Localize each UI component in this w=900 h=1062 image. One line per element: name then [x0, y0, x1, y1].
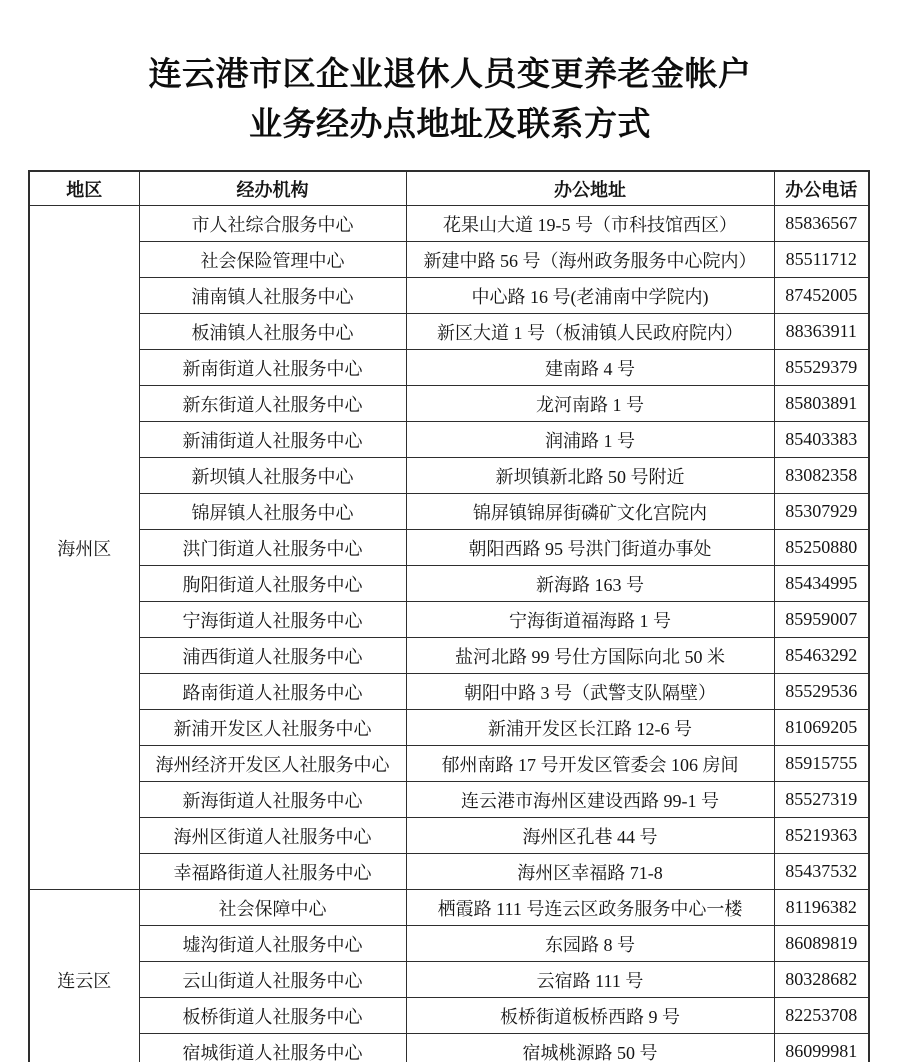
- table-row: [29, 566, 869, 602]
- address-cell: 东园路 8 号: [406, 926, 774, 962]
- table-row: [29, 314, 869, 350]
- region-cell: 连云区: [29, 890, 139, 1062]
- phone-cell: 81196382: [774, 890, 869, 926]
- address-cell: 海州区孔巷 44 号: [406, 818, 774, 854]
- address-cell: 海州区幸福路 71-8: [406, 854, 774, 890]
- page-title: [0, 22, 900, 150]
- agency-cell: 朐阳街道人社服务中心: [139, 566, 406, 602]
- header-phone: 办公电话: [774, 171, 869, 206]
- header-address: 办公地址: [406, 171, 774, 206]
- address-cell: 宁海街道福海路 1 号: [406, 602, 774, 638]
- table-row: [29, 926, 869, 962]
- address-cell: 连云港市海州区建设西路 99-1 号: [406, 782, 774, 818]
- table-row: [29, 206, 869, 242]
- address-cell: 新建中路 56 号（海州政务服务中心院内）: [406, 242, 774, 278]
- address-cell: 新海路 163 号: [406, 566, 774, 602]
- table-row: [29, 602, 869, 638]
- phone-cell: 85403383: [774, 422, 869, 458]
- agency-cell: 新海街道人社服务中心: [139, 782, 406, 818]
- phone-cell: 86099981: [774, 1034, 869, 1062]
- address-cell: 花果山大道 19-5 号（市科技馆西区）: [406, 206, 774, 242]
- agency-cell: 市人社综合服务中心: [139, 206, 406, 242]
- phone-cell: 81069205: [774, 710, 869, 746]
- address-cell: 中心路 16 号(老浦南中学院内): [406, 278, 774, 314]
- table-row: [29, 1034, 869, 1062]
- address-cell: 新区大道 1 号（板浦镇人民政府院内）: [406, 314, 774, 350]
- phone-cell: 85219363: [774, 818, 869, 854]
- phone-cell: 85250880: [774, 530, 869, 566]
- agency-cell: 浦西街道人社服务中心: [139, 638, 406, 674]
- phone-cell: 85434995: [774, 566, 869, 602]
- phone-cell: 85959007: [774, 602, 869, 638]
- office-locations-table: [28, 170, 870, 1062]
- table-row: [29, 998, 869, 1034]
- table-row: [29, 458, 869, 494]
- agency-cell: 墟沟街道人社服务中心: [139, 926, 406, 962]
- agency-cell: 锦屏镇人社服务中心: [139, 494, 406, 530]
- table-row: [29, 962, 869, 998]
- address-cell: 板桥街道板桥西路 9 号: [406, 998, 774, 1034]
- phone-cell: 85529379: [774, 350, 869, 386]
- agency-cell: 宁海街道人社服务中心: [139, 602, 406, 638]
- table-row: [29, 242, 869, 278]
- address-cell: 龙河南路 1 号: [406, 386, 774, 422]
- header-agency: 经办机构: [139, 171, 406, 206]
- table-row: [29, 674, 869, 710]
- page-title-line-1: 连云港市区企业退休人员变更养老金帐户: [148, 57, 752, 94]
- phone-cell: 83082358: [774, 458, 869, 494]
- phone-cell: 85529536: [774, 674, 869, 710]
- address-cell: 宿城桃源路 50 号: [406, 1034, 774, 1062]
- table-row: [29, 278, 869, 314]
- phone-cell: 85915755: [774, 746, 869, 782]
- agency-cell: 路南街道人社服务中心: [139, 674, 406, 710]
- table-row: [29, 530, 869, 566]
- phone-cell: 85511712: [774, 242, 869, 278]
- phone-cell: 85803891: [774, 386, 869, 422]
- address-cell: 朝阳中路 3 号（武警支队隔壁）: [406, 674, 774, 710]
- phone-cell: 87452005: [774, 278, 869, 314]
- table-row: [29, 494, 869, 530]
- agency-cell: 新东街道人社服务中心: [139, 386, 406, 422]
- agency-cell: 宿城街道人社服务中心: [139, 1034, 406, 1062]
- table-row: [29, 386, 869, 422]
- agency-cell: 海州经济开发区人社服务中心: [139, 746, 406, 782]
- agency-cell: 板桥街道人社服务中心: [139, 998, 406, 1034]
- table-row: [29, 890, 869, 926]
- phone-cell: 85527319: [774, 782, 869, 818]
- table-row: [29, 350, 869, 386]
- agency-cell: 板浦镇人社服务中心: [139, 314, 406, 350]
- agency-cell: 社会保障中心: [139, 890, 406, 926]
- address-cell: 新坝镇新北路 50 号附近: [406, 458, 774, 494]
- table-row: [29, 638, 869, 674]
- phone-cell: 82253708: [774, 998, 869, 1034]
- agency-cell: 新南街道人社服务中心: [139, 350, 406, 386]
- agency-cell: 新坝镇人社服务中心: [139, 458, 406, 494]
- phone-cell: 86089819: [774, 926, 869, 962]
- agency-cell: 浦南镇人社服务中心: [139, 278, 406, 314]
- address-cell: 云宿路 111 号: [406, 962, 774, 998]
- phone-cell: 80328682: [774, 962, 869, 998]
- table-row: [29, 422, 869, 458]
- address-cell: 新浦开发区长江路 12-6 号: [406, 710, 774, 746]
- address-cell: 盐河北路 99 号仕方国际向北 50 米: [406, 638, 774, 674]
- address-cell: 建南路 4 号: [406, 350, 774, 386]
- page-title-line-2: 业务经办点地址及联系方式: [249, 107, 651, 144]
- phone-cell: 88363911: [774, 314, 869, 350]
- address-cell: 锦屏镇锦屏街磷矿文化宫院内: [406, 494, 774, 530]
- table-body: [29, 206, 869, 1062]
- table-header-row: [29, 171, 869, 206]
- region-cell: 海州区: [29, 206, 139, 890]
- phone-cell: 85437532: [774, 854, 869, 890]
- phone-cell: 85463292: [774, 638, 869, 674]
- table-row: [29, 782, 869, 818]
- agency-cell: 幸福路街道人社服务中心: [139, 854, 406, 890]
- header-region: 地区: [29, 171, 139, 206]
- table-row: [29, 746, 869, 782]
- address-cell: 郁州南路 17 号开发区管委会 106 房间: [406, 746, 774, 782]
- agency-cell: 洪门街道人社服务中心: [139, 530, 406, 566]
- address-cell: 朝阳西路 95 号洪门街道办事处: [406, 530, 774, 566]
- agency-cell: 海州区街道人社服务中心: [139, 818, 406, 854]
- phone-cell: 85307929: [774, 494, 869, 530]
- phone-cell: 85836567: [774, 206, 869, 242]
- table-row: [29, 854, 869, 890]
- agency-cell: 新浦开发区人社服务中心: [139, 710, 406, 746]
- table-row: [29, 710, 869, 746]
- address-cell: 润浦路 1 号: [406, 422, 774, 458]
- address-cell: 栖霞路 111 号连云区政务服务中心一楼: [406, 890, 774, 926]
- table-row: [29, 818, 869, 854]
- agency-cell: 新浦街道人社服务中心: [139, 422, 406, 458]
- agency-cell: 云山街道人社服务中心: [139, 962, 406, 998]
- agency-cell: 社会保险管理中心: [139, 242, 406, 278]
